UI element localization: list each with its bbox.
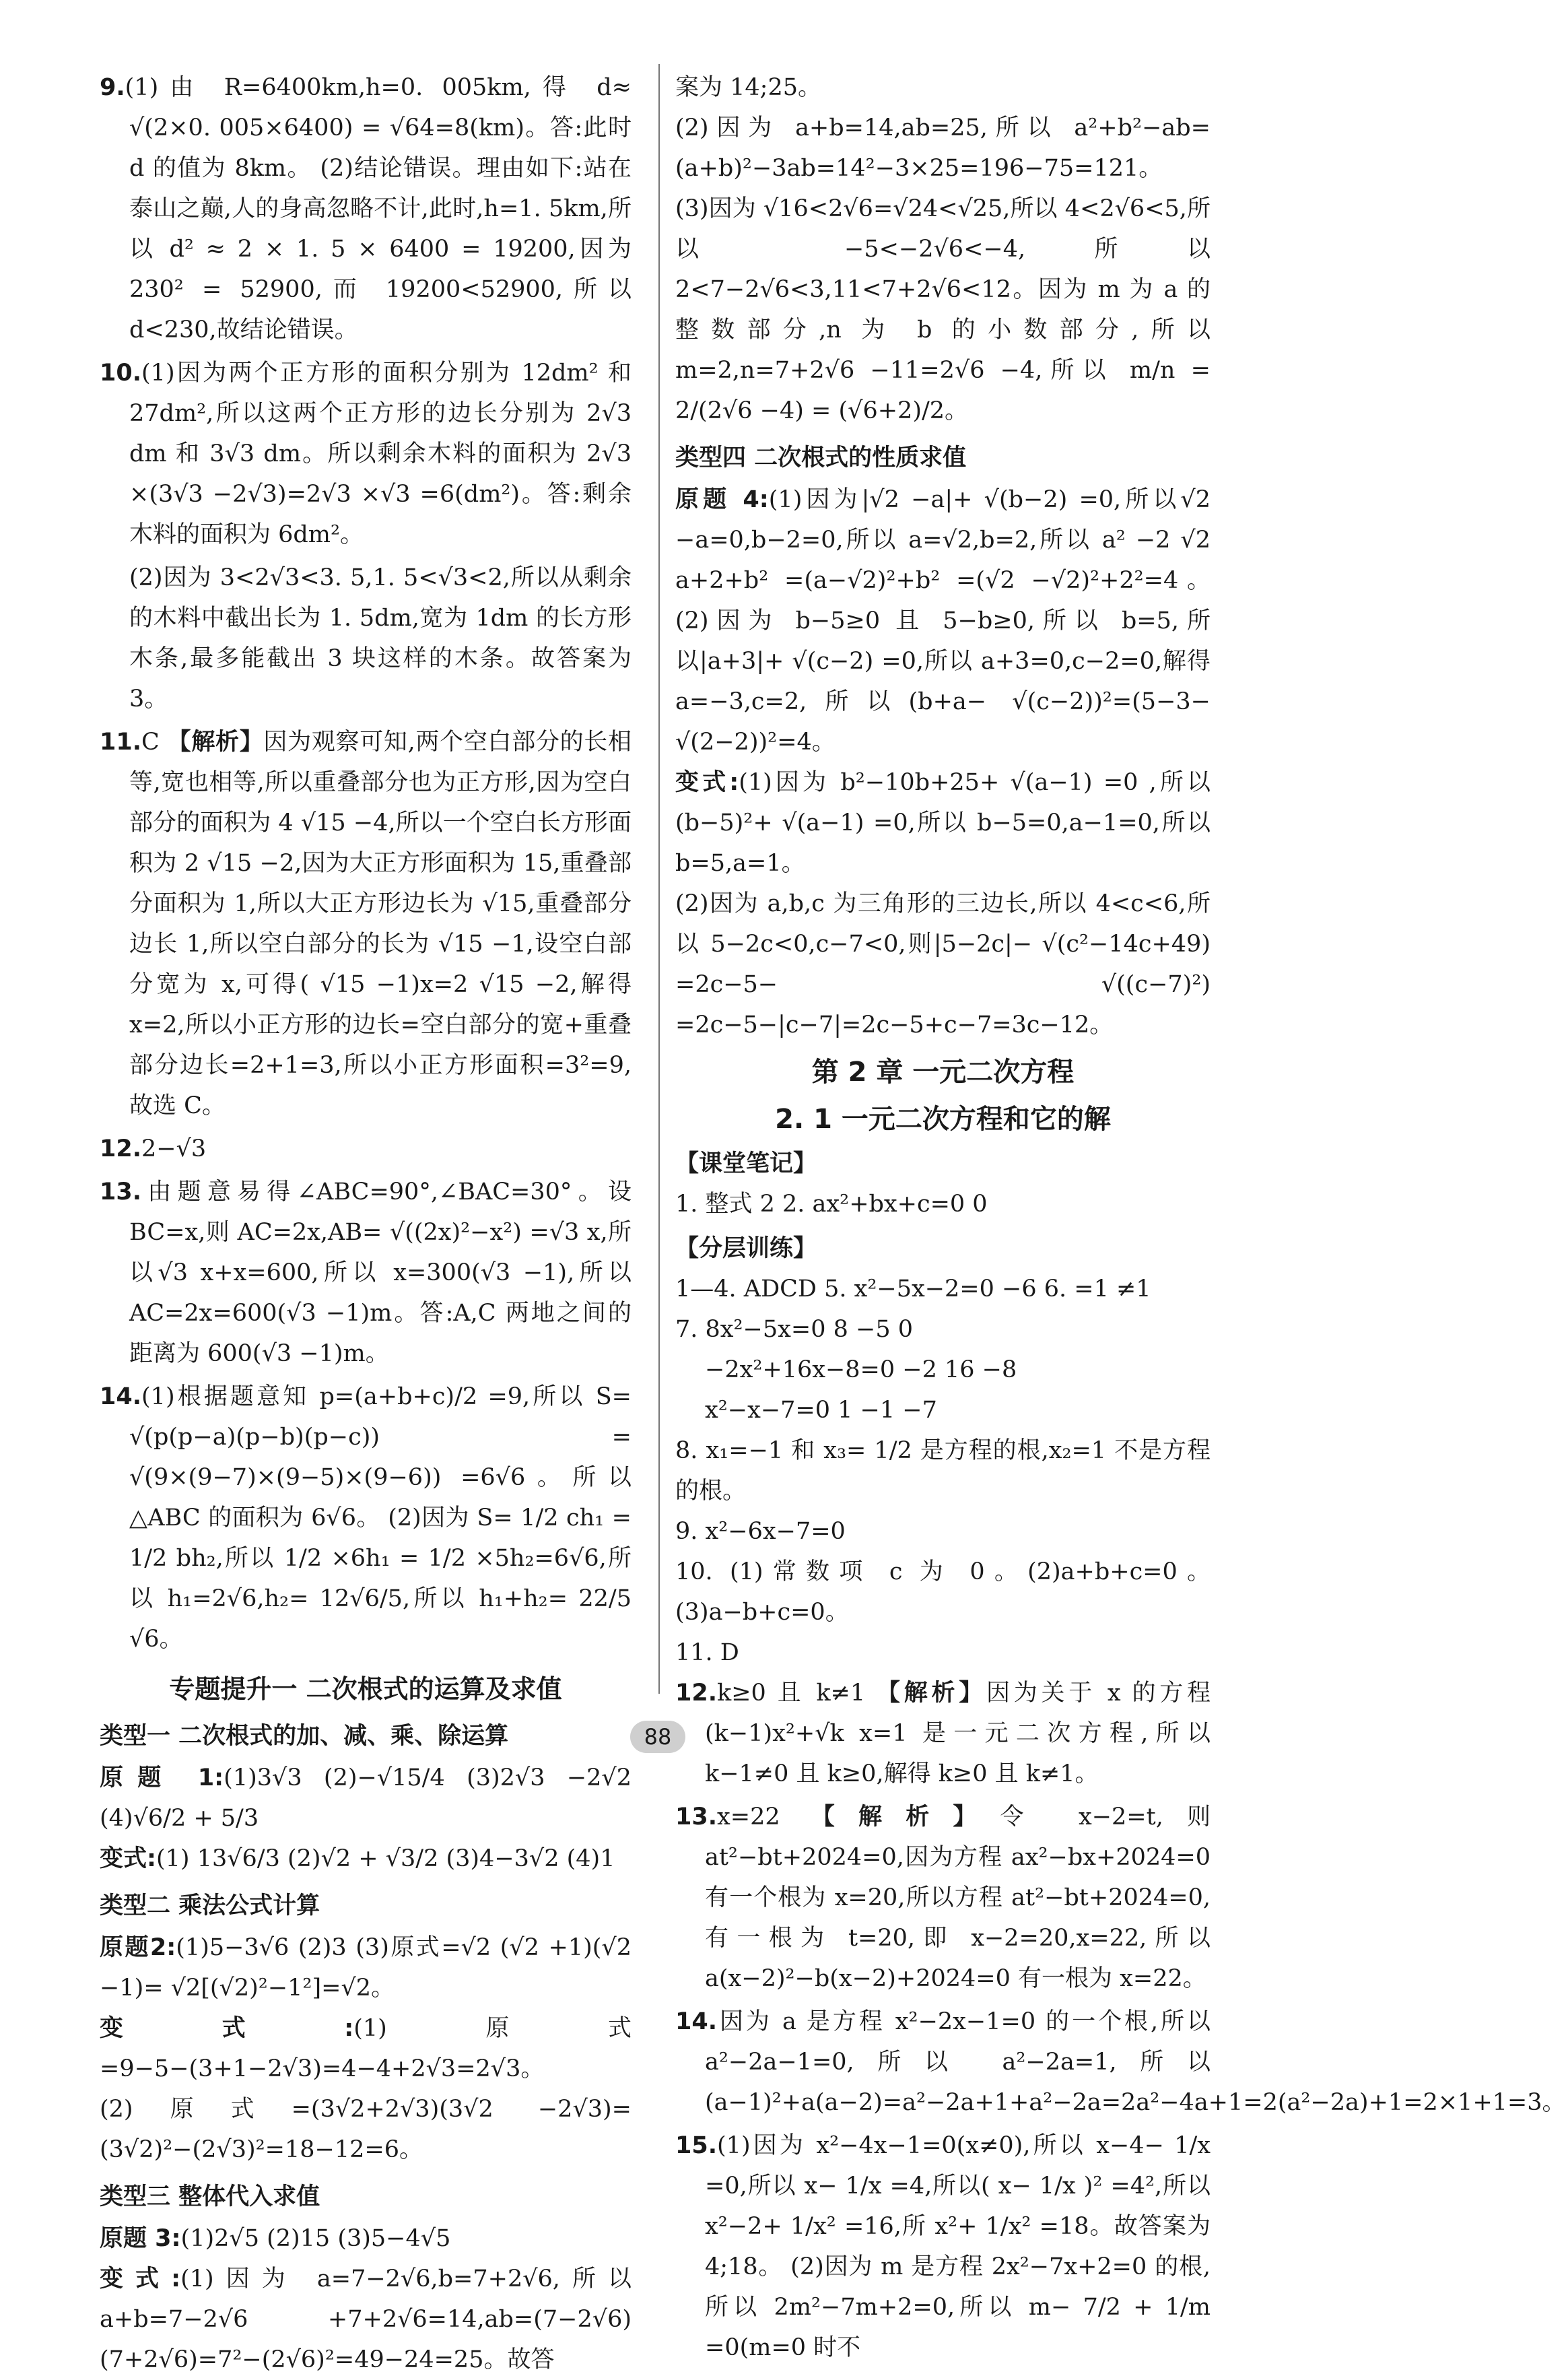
answer-q11: 11.C 【解析】因为观察可知,两个空白部分的长相等,宽也相等,所以重叠部分也为正方形,因为空白部分的面积为 4 √15 −4,所以一个空白长方形面积为 2 √15 −2,因为大正方形面积为 15,重叠部分面积为 1,所以大正方形边长为 √15,重叠部分边长 1,所以空白部分的长为 √15 −1,设空白部分宽为 x,可得( √15 −1)x=2 √15 −2,解得 x=2,所以小正方形的边长=空白部分的宽+重叠部分边长=2+1=3,所以小正方形面积=3²=9,故选 C。 <box>100 729 632 1119</box>
answer-q10-part2: (2)因为 3<2√3<3. 5,1. 5<√3<2,所以从剩余的木料中截出长为 1. 5dm,宽为 1dm 的长方形木条,最多能截出 3 块这样的木条。故答案为 3。 <box>129 564 632 713</box>
type3-variant-continued: 案为 14;25。 <box>675 74 821 101</box>
column-divider <box>658 64 660 1694</box>
right-column <box>675 67 1566 2371</box>
type3-heading: 类型三 整体代入求值 <box>100 2183 320 2210</box>
layered-training-label: 【分层训练】 <box>675 1235 817 1262</box>
answer-7-line2: −2x²+16x−8=0 −2 16 −8 <box>705 1356 1017 1383</box>
class-notes-answers: 1. 整式 2 2. ax²+bx+c=0 0 <box>675 1191 988 1218</box>
type1-origin: 原题 1:(1)3√3 (2)−√15/4 (3)2√3 −2√2 (4)√6/2 + 5/3 <box>100 1764 632 1832</box>
type3-variant-part3: (3)因为 √16<2√6=√24<√25,所以 4<2√6<5,所以 −5<−2√6<−4,所以 2<7−2√6<3,11<7+2√6<12。因为 m 为 a 的整数部分,n 为 b 的小数部分,所以 m=2,n=7+2√6 −11=2√6 −4,所以 m/n = 2/(2√6 −4) = (√6+2)/2。 <box>675 195 1211 424</box>
type4-heading: 类型四 二次根式的性质求值 <box>675 444 967 471</box>
type2-variant-2: (2)原式=(3√2+2√3)(3√2 −2√3)=(3√2)²−(2√3)²=18−12=6。 <box>100 2096 632 2163</box>
answer-7-line1: 7. 8x²−5x=0 8 −5 0 <box>675 1316 913 1343</box>
type3-variant-part2: (2)因为 a+b=14,ab=25,所以 a²+b²−ab=(a+b)²−3ab=14²−3×25=196−75=121。 <box>675 114 1211 182</box>
type1-heading: 类型一 二次根式的加、减、乘、除运算 <box>100 1723 509 1750</box>
answer-q13: 13.由题意易得∠ABC=90°,∠BAC=30°。设 BC=x,则 AC=2x,AB= √((2x)²−x²) =√3 x,所以√3 x+x=600,所以 x=300(√3 −1),所以 AC=2x=600(√3 −1)m。答:A,C 两地之间的距离为 600(√3 −1)m。 <box>100 1179 632 1367</box>
answer-q12: 12.2−√3 <box>100 1135 207 1162</box>
type3-origin: 原题 3:(1)2√5 (2)15 (3)5−4√5 <box>100 2225 451 2252</box>
left-column <box>100 67 632 2380</box>
type4-origin: 原题 4:(1)因为|√2 −a|+ √(b−2) =0,所以√2 −a=0,b−2=0,所以 a=√2,b=2,所以 a² −2 √2 a+2+b² =(a−√2)²+b² =(√2 −√2)²+2²=4。 (2)因为 b−5≥0 且 5−b≥0,所以 b=5,所以|a+3|+ √(c−2) =0,所以 a+3=0,c−2=0,解得 a=−3,c=2,所以(b+a− √(c−2))²=(5−3− √(2−2))²=4。 <box>675 486 1211 756</box>
class-notes-label: 【课堂笔记】 <box>675 1150 817 1177</box>
answer-q14: 14.(1)根据题意知 p=(a+b+c)/2 =9,所以 S= √(p(p−a)(p−b)(p−c)) = √(9×(9−7)×(9−5)×(9−6)) =6√6。所以△ABC 的面积为 6√6。 (2)因为 S= 1/2 ch₁ = 1/2 bh₂,所以 1/2 ×6h₁ = 1/2 ×5h₂=6√6,所以 h₁=2√6,h₂= 12√6/5,所以 h₁+h₂= 22/5 √6。 <box>100 1383 632 1653</box>
answer-9: 9. x²−6x−7=0 <box>675 1518 846 1545</box>
type1-variant: 变式:(1) 13√6/3 (2)√2 + √3/2 (3)4−3√2 (4)1 <box>100 1845 615 1872</box>
answer-10: 10. (1)常数项 c 为 0。(2)a+b+c=0。(3)a−b+c=0。 <box>675 1558 1211 1626</box>
answers-1-6: 1—4. ADCD 5. x²−5x−2=0 −6 6. =1 ≠1 <box>675 1276 1151 1302</box>
answer-11: 11. D <box>675 1639 739 1666</box>
answer-q9: 9.(1)由 R=6400km,h=0. 005km,得 d≈ √(2×0. 005×6400) = √64=8(km)。答:此时 d 的值为 8km。 (2)结论错误。理由如下:站在泰山之巅,人的身高忽略不计,此时,h=1. 5km,所以 d² ≈ 2 × 1. 5 × 6400 = 19200,因为 230² = 52900,而 19200<52900,所以 d<230,故结论错误。 <box>100 74 632 343</box>
answer-7-line3: x²−x−7=0 1 −1 −7 <box>705 1397 937 1424</box>
type2-heading: 类型二 乘法公式计算 <box>100 1892 320 1919</box>
chapter-title: 第 2 章 一元二次方程 <box>811 1057 1075 1088</box>
type4-variant-2: (2)因为 a,b,c 为三角形的三边长,所以 4<c<6,所以 5−2c<0,c−7<0,则|5−2c|− √(c²−14c+49) =2c−5− √((c−7)²) =2c−5−|c−7|=2c−5+c−7=3c−12。 <box>675 890 1211 1038</box>
answer-15: 15.(1)因为 x²−4x−1=0(x≠0),所以 x−4− 1/x =0,所以 x− 1/x =4,所以( x− 1/x )² =4²,所以 x²−2+ 1/x² =16,所 x²+ 1/x² =18。故答案为 4;18。 (2)因为 m 是方程 2x²−7x+2=0 的根,所以 2m²−7m+2=0,所以 m− 7/2 + 1/m =0(m=0 时不 <box>675 2132 1211 2361</box>
answer-q10: 10.(1)因为两个正方形的面积分别为 12dm² 和 27dm²,所以这两个正方形的边长分别为 2√3 dm 和 3√3 dm。所以剩余木料的面积为 2√3 ×(3√3 −2√3)=2√3 ×√3 =6(dm²)。答:剩余木料的面积为 6dm²。 <box>100 360 632 548</box>
type4-variant: 变式:(1)因为 b²−10b+25+ √(a−1) =0 ,所以(b−5)²+ √(a−1) =0,所以 b−5=0,a−1=0,所以 b=5,a=1。 <box>675 769 1211 877</box>
answer-8: 8. x₁=−1 和 x₃= 1/2 是方程的根,x₂=1 不是方程的根。 <box>675 1437 1211 1505</box>
answer-12: 12.k≥0 且 k≠1 【解析】因为关于 x 的方程(k−1)x²+√k x=1 是一元二次方程,所以 k−1≠0 且 k≥0,解得 k≥0 且 k≠1。 <box>675 1680 1211 1787</box>
answer-13: 13.x=22 【解析】令 x−2=t,则 at²−bt+2024=0,因为方程 ax²−bx+2024=0 有一个根为 x=20,所以方程 at²−bt+2024=0,有一根为 t=20,即 x−2=20,x=22,所以 a(x−2)²−b(x−2)+2024=0 有一根为 x=22。 <box>675 1804 1211 1992</box>
answer-14: 14.因为 a 是方程 x²−2x−1=0 的一个根,所以 a²−2a−1=0,所以 a²−2a=1,所以(a−1)²+a(a−2)=a²−2a+1+a²−2a=2a²−4a+1=2(a²−2a)+1=2×1+1=3。 <box>675 2008 1566 2116</box>
section-title: 2. 1 一元二次方程和它的解 <box>775 1104 1111 1135</box>
type3-variant: 变式:(1)因为 a=7−2√6,b=7+2√6,所以 a+b=7−2√6 +7+2√6=14,ab=(7−2√6)(7+2√6)=7²−(2√6)²=49−24=25。故答 <box>100 2266 632 2373</box>
special-topic-title: 专题提升一 二次根式的运算及求值 <box>169 1674 562 1704</box>
type2-variant: 变式:(1)原式=9−5−(3+1−2√3)=4−4+2√3=2√3。 <box>100 2015 632 2082</box>
type2-origin: 原题2:(1)5−3√6 (2)3 (3)原式=√2 (√2 +1)(√2 −1)= √2[(√2)²−1²]=√2。 <box>100 1934 632 2002</box>
page-number: 88 <box>630 1721 685 1753</box>
